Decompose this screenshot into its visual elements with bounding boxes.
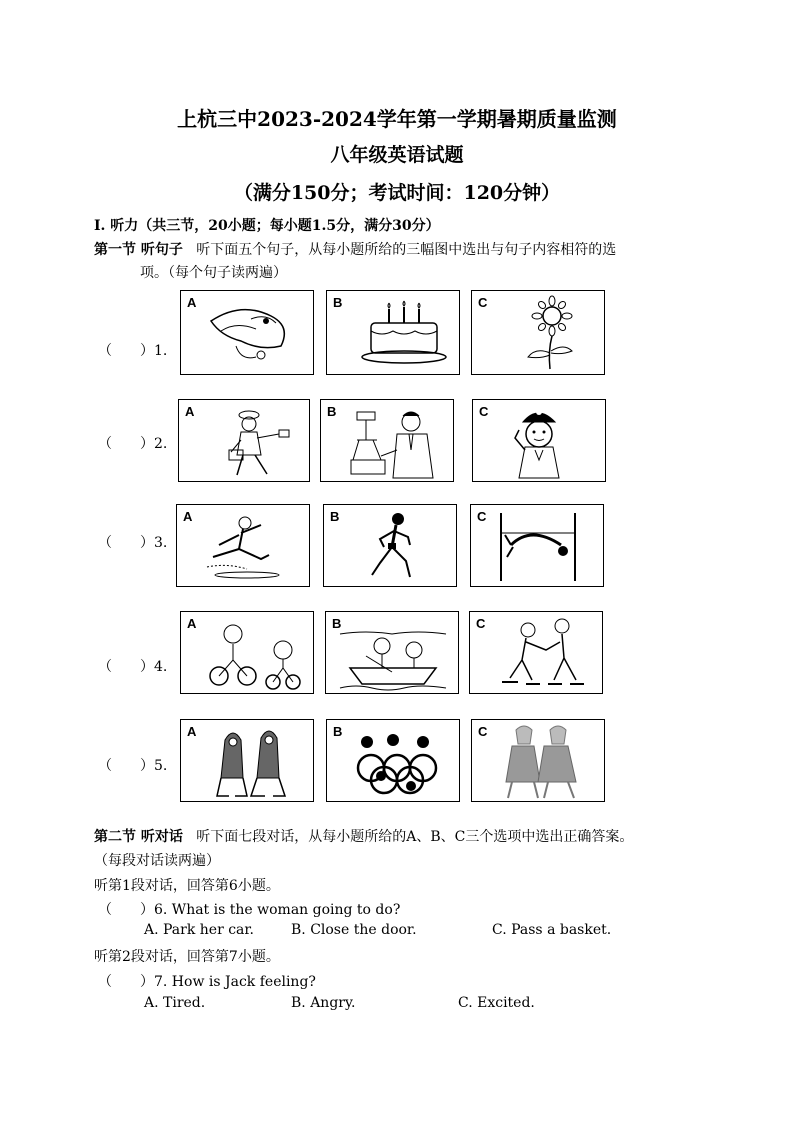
q2-option-a-picture	[178, 399, 310, 482]
listening-heading: I. 听力（共三节，20小题；每小题1.5分，满分30分）	[94, 218, 440, 234]
q5-option-b-picture	[326, 719, 460, 802]
q4-option-a-picture	[180, 611, 314, 694]
q2-option-c-picture	[472, 399, 606, 482]
question-3-label: （ ）3.	[98, 535, 168, 551]
q5-option-c-picture	[471, 719, 605, 802]
q7-option-b: B. Angry.	[291, 995, 356, 1011]
q3-option-b-picture	[323, 504, 457, 587]
exam-score-time: （满分150分；考试时间：120分钟）	[233, 182, 561, 204]
option-letter: A	[185, 404, 195, 419]
option-letter: B	[327, 404, 337, 419]
q5-option-a-picture	[180, 719, 314, 802]
option-letter: B	[333, 724, 343, 739]
option-letter: C	[476, 616, 486, 631]
question-7: （ ）7. How is Jack feeling?	[98, 974, 316, 990]
option-letter: A	[187, 724, 197, 739]
part1-instruction-text: 听下面五个句子，从每小题所给的三幅图中选出与句子内容相符的选	[196, 242, 617, 258]
police-officer-illustration	[473, 400, 607, 483]
mascot-couple-illustration	[472, 720, 606, 803]
option-letter: A	[187, 616, 197, 631]
part2-instruction-text: 听下面七段对话，从每小题所给的A、B、C三个选项中选出正确答案。	[196, 829, 634, 845]
question-2-label: （ ）2.	[98, 436, 168, 452]
question-4-label: （ ）4.	[98, 659, 168, 675]
q6-option-b: B. Close the door.	[291, 922, 417, 938]
dragon-kite-illustration	[181, 291, 315, 376]
q7-option-c: C. Excited.	[458, 995, 535, 1011]
option-letter: B	[330, 509, 340, 524]
q6-option-c: C. Pass a basket.	[492, 922, 612, 938]
question-1-label: （ ）1.	[98, 343, 168, 359]
part2-instruction-cont: （每段对话读两遍）	[94, 853, 220, 869]
option-letter: A	[187, 295, 197, 310]
dialog-2-intro: 听第2段对话，回答第7小题。	[94, 949, 280, 965]
q2-option-b-picture	[320, 399, 454, 482]
q6-option-a: A. Park her car.	[144, 922, 255, 938]
q1-option-b-picture	[326, 290, 460, 375]
part1-instruction-cont: 项。（每个句子读两遍）	[140, 265, 287, 281]
exam-subtitle: 八年级英语试题	[330, 144, 464, 166]
high-jump-illustration	[471, 505, 605, 588]
q1-option-a-picture	[180, 290, 314, 375]
part1-instruction	[94, 239, 616, 259]
part2-heading: 第二节 听对话	[94, 829, 183, 845]
option-letter: C	[479, 404, 489, 419]
sunflower-illustration	[472, 291, 606, 376]
option-letter: A	[183, 509, 193, 524]
q1-option-c-picture	[471, 290, 605, 375]
option-letter: B	[332, 616, 342, 631]
question-5-label: （ ）5.	[98, 758, 168, 774]
dialog-1-intro: 听第1段对话，回答第6小题。	[94, 878, 280, 894]
rowing-mascots-illustration	[326, 612, 460, 695]
option-letter: B	[333, 295, 343, 310]
fuwa-olympic-rings-illustration	[327, 720, 461, 803]
part1-heading: 第一节 听句子	[94, 242, 183, 258]
exam-title: 上杭三中2023-2024学年第一学期暑期质量监测	[177, 107, 617, 131]
q4-option-c-picture	[469, 611, 603, 694]
option-letter: C	[478, 295, 488, 310]
long-jump-illustration	[177, 505, 311, 588]
option-letter: C	[477, 509, 487, 524]
q4-option-b-picture	[325, 611, 459, 694]
q3-option-a-picture	[176, 504, 310, 587]
part2-instruction	[94, 826, 633, 846]
olympic-mascots-pair-illustration	[181, 720, 315, 803]
question-6: （ ）6. What is the woman going to do?	[98, 902, 401, 918]
running-woman-illustration	[324, 505, 458, 588]
birthday-cake-illustration	[327, 291, 461, 376]
scientist-microscope-illustration	[321, 400, 455, 483]
option-letter: C	[478, 724, 488, 739]
skating-children-illustration	[470, 612, 604, 695]
cycling-mascots-illustration	[181, 612, 315, 695]
q3-option-c-picture	[470, 504, 604, 587]
postman-illustration	[179, 400, 311, 483]
q7-option-a: A. Tired.	[144, 995, 206, 1011]
